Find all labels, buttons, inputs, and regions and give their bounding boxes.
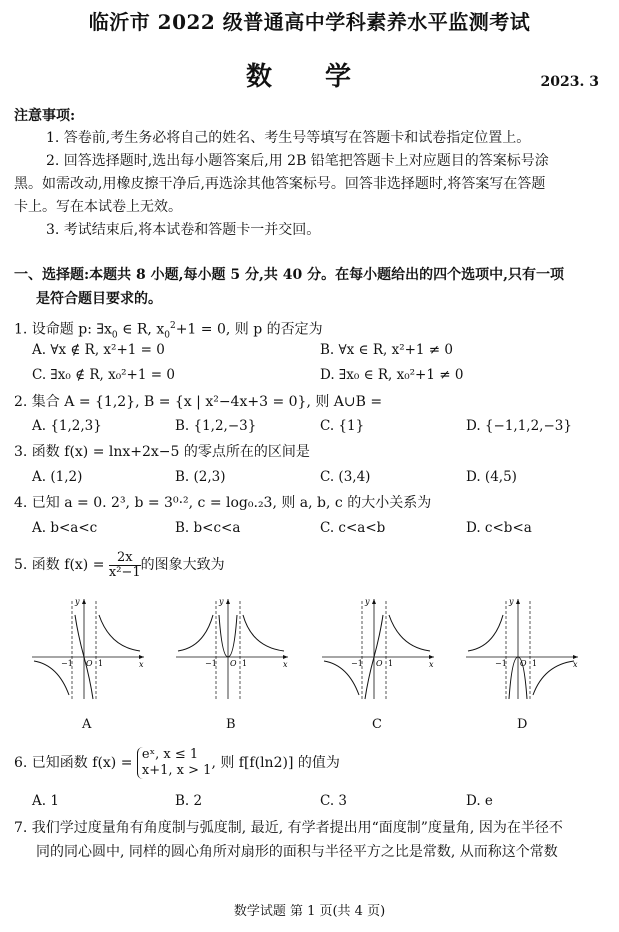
- graph-label-b: B: [226, 717, 236, 732]
- svg-text:1: 1: [532, 659, 538, 668]
- svg-text:y: y: [219, 597, 224, 606]
- subject-title: 数 学: [245, 62, 374, 92]
- fraction: $\frac{2x}{\text{x²−1}}$: [108, 549, 141, 580]
- piecewise-function: eˣ, x ≤ 1 x+1, x > 1: [137, 747, 212, 779]
- q4-option-a: A. b<a<c: [32, 520, 98, 536]
- page-footer: 数学试题 第 1 页(共 4 页): [233, 904, 386, 919]
- note-1: 1. 答卷前,考生务必将自己的姓名、考生号等填写在答题卡和试卷指定位置上。: [46, 130, 531, 146]
- q1-option-d: D. ∃x₀ ∈ R, x₀²+1 ≠ 0: [320, 367, 464, 383]
- q2-option-b: B. {1,2,−3}: [175, 418, 257, 434]
- svg-text:y: y: [509, 597, 514, 606]
- question-4-stem: 4. 已知 a = 0. 2³, b = 3⁰·², c = log₀.₂3, 则 a, b, c 的大小关系为: [14, 495, 432, 511]
- svg-text:1: 1: [98, 659, 104, 668]
- svg-text:O: O: [230, 659, 237, 668]
- exam-date: 2023. 3: [540, 74, 599, 90]
- svg-text:x: x: [429, 660, 434, 669]
- svg-text:1: 1: [388, 659, 394, 668]
- q2-option-a: A. {1,2,3}: [32, 418, 102, 434]
- q4-option-b: B. b<c<a: [175, 520, 241, 536]
- q2-option-c: C. {1}: [320, 418, 365, 434]
- svg-text:y: y: [75, 597, 80, 606]
- note-2-line-2: 黑。如需改动,用橡皮擦干净后,再选涂其他答案标号。回答非选择题时,将答案写在答题: [14, 176, 546, 192]
- svg-text:−1: −1: [351, 659, 363, 668]
- question-5-stem: 5. 函数 f(x) = $\frac{2x}{\text{x²−1}}$ 的图象大致为: [14, 549, 225, 580]
- q3-option-a: A. (1,2): [32, 469, 83, 485]
- q3-option-c: C. (3,4): [320, 469, 371, 485]
- note-2-line-3: 卡上。写在本试卷上无效。: [14, 199, 182, 215]
- svg-text:x: x: [573, 660, 578, 669]
- q4-option-d: D. c<b<a: [466, 520, 532, 536]
- svg-text:O: O: [86, 659, 93, 668]
- section-1-heading-line-1: 一、选择题:本题共 8 小题,每小题 5 分,共 40 分。在每小题给出的四个选项中,只有一项: [14, 267, 564, 283]
- svg-text:y: y: [365, 597, 370, 606]
- q2-option-d: D. {−1,1,2,−3}: [466, 418, 572, 434]
- q4-option-c: C. c<a<b: [320, 520, 386, 536]
- graph-option-d: [462, 595, 582, 705]
- graph-option-a: [28, 595, 148, 705]
- q1-option-c: C. ∃x₀ ∉ R, x₀²+1 = 0: [32, 367, 175, 383]
- q6-option-d: D. e: [466, 793, 493, 809]
- q3-option-d: D. (4,5): [466, 469, 517, 485]
- q3-option-b: B. (2,3): [175, 469, 226, 485]
- svg-text:−1: −1: [61, 659, 73, 668]
- question-1-stem: 1. 设命题 p: $\exists x_0$ ∈ R, $x_0^2+1 = 0$, 则 p 的否定为: [14, 321, 323, 341]
- question-6-stem: 6. 已知函数 f(x) = eˣ, x ≤ 1 x+1, x > 1 , 则 f[f(ln2)] 的值为: [14, 747, 340, 778]
- svg-text:−1: −1: [495, 659, 507, 668]
- svg-text:x: x: [283, 660, 288, 669]
- exam-title: 临沂市 2022 级普通高中学科素养水平监测考试: [88, 10, 531, 34]
- q1-option-b: B. ∀x ∈ R, x²+1 ≠ 0: [320, 342, 453, 358]
- question-7-line-2: 同的同心圆中, 同样的圆心角所对扇形的面积与半径平方之比是常数, 从而称这个常数: [36, 844, 558, 860]
- svg-text:x: x: [139, 660, 144, 669]
- q6-option-a: A. 1: [32, 793, 59, 809]
- note-3: 3. 考试结束后,将本试卷和答题卡一并交回。: [46, 222, 321, 238]
- svg-text:O: O: [520, 659, 527, 668]
- svg-text:O: O: [376, 659, 383, 668]
- q6-option-c: C. 3: [320, 793, 348, 809]
- q1-option-a: A. ∀x ∉ R, x²+1 = 0: [32, 342, 165, 358]
- q6-option-b: B. 2: [175, 793, 203, 809]
- question-3-stem: 3. 函数 f(x) = lnx+2x−5 的零点所在的区间是: [14, 444, 310, 460]
- question-7-line-1: 7. 我们学过度量角有角度制与弧度制, 最近, 有学者提出用“面度制”度量角, 因为在半径不: [14, 820, 563, 836]
- question-2-stem: 2. 集合 A = {1,2}, B = {x | x²−4x+3 = 0}, 则 A∪B =: [14, 394, 383, 410]
- graph-option-b: [172, 595, 292, 705]
- note-2-line-1: 2. 回答选择题时,选出每小题答案后,用 2B 铅笔把答题卡上对应题目的答案标号涂: [46, 153, 549, 169]
- graph-label-c: C: [372, 717, 382, 732]
- graph-label-a: A: [82, 717, 92, 732]
- graph-label-d: D: [517, 717, 528, 732]
- svg-text:1: 1: [242, 659, 248, 668]
- notes-title: 注意事项:: [14, 108, 76, 124]
- svg-text:−1: −1: [205, 659, 217, 668]
- section-1-heading-line-2: 是符合题目要求的。: [36, 291, 162, 307]
- graph-option-c: [318, 595, 438, 705]
